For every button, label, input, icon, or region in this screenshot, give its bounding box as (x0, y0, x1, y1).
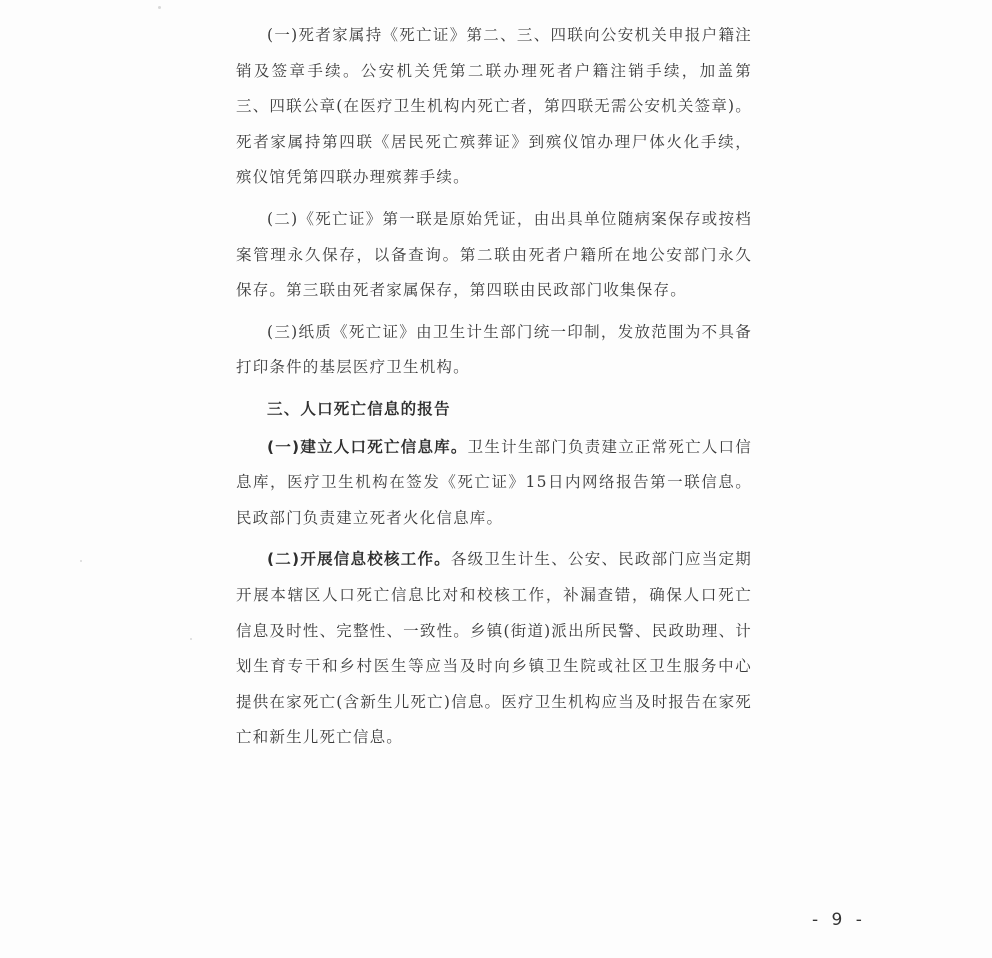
scan-speck (158, 6, 161, 9)
section-heading: 三、人口死亡信息的报告 (267, 399, 451, 418)
paragraph-1 (236, 18, 752, 196)
paragraph-2 (236, 202, 752, 309)
paragraph-1-text: (一)死者家属持《死亡证》第二、三、四联向公安机关申报户籍注销及签章手续。公安机关凭第二联办理死者户籍注销手续，加盖第三、四联公章(在医疗卫生机构内死亡者，第四联无需公安机关签章)。死者家属持第四联《居民死亡殡葬证》到殡仪馆办理尸体火化手续，殡仪馆凭第四联办理殡葬手续。 (236, 26, 752, 187)
paragraph-3-text: (三)纸质《死亡证》由卫生计生部门统一印制，发放范围为不具备打印条件的基层医疗卫生机构。 (236, 322, 752, 377)
section-paragraph-1-text: 卫生计生部门负责建立正常死亡人口信息库，医疗卫生机构在签发《死亡证》15日内网络报告第一联信息。民政部门负责建立死者火化信息库。 (236, 437, 752, 527)
section-paragraph-1-lead: (一)建立人口死亡信息库。 (267, 437, 468, 456)
section-paragraph-2 (236, 542, 752, 756)
document-body (236, 18, 752, 762)
section-paragraph-2-lead: (二)开展信息校核工作。 (267, 550, 451, 569)
section-paragraph-2-text: 各级卫生计生、公安、民政部门应当定期开展本辖区人口死亡信息比对和校核工作，补漏查错，确保人口死亡信息及时性、完整性、一致性。乡镇(街道)派出所民警、民政助理、计划生育专干和乡村医生等应当及时向乡镇卫生院或社区卫生服务中心提供在家死亡(含新生儿死亡)信息。医疗卫生机构应当及时报告在家死亡和新生儿死亡信息。 (236, 550, 752, 747)
scan-speck (190, 638, 192, 640)
section-paragraph-1 (236, 430, 752, 537)
scan-speck (80, 560, 82, 562)
paragraph-3 (236, 315, 752, 386)
page-number: - 9 - (812, 910, 866, 930)
paragraph-2-text: (二)《死亡证》第一联是原始凭证，由出具单位随病案保存或按档案管理永久保存，以备查询。第二联由死者户籍所在地公安部门永久保存。第三联由死者家属保存，第四联由民政部门收集保存。 (236, 209, 752, 300)
